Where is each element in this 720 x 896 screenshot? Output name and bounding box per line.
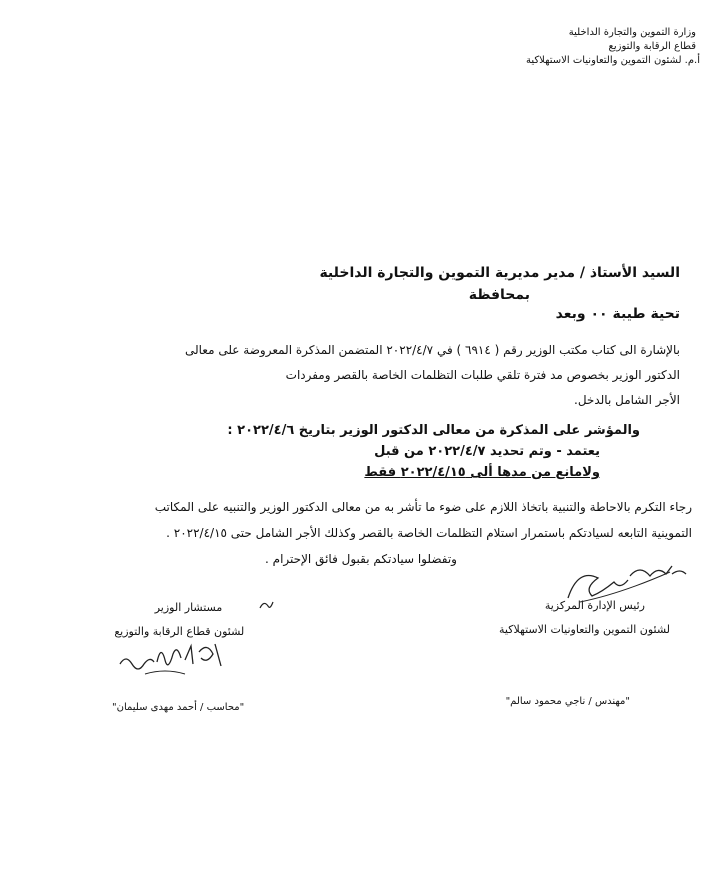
- recipient-block: [319, 262, 680, 306]
- header-department-name: أ.م. لشئون التموين والتعاونيات الاستهلاكية: [526, 55, 700, 66]
- minister-decision-block: [227, 420, 640, 483]
- body1-line2: الدكتور الوزير بخصوص مد فترة تلقي طلبات التظلمات الخاصة بالقصر ومفردات: [285, 368, 680, 382]
- decision-line1: والمؤشر على المذكرة من معالى الدكتور الوزير بتاريخ ٢٠٢٢/٤/٦ :: [227, 423, 640, 438]
- body2-line2: التموينية التابعه لسيادتكم باستمرار استلام التظلمات الخاصة بالقصر وكذلك الأجر الشامل حتى ٢٠٢٢/٤/١٥ .: [166, 526, 692, 540]
- greeting: تحية طيبة ٠٠ وبعد: [555, 306, 680, 322]
- decision-line3: ولامانع من مدها ألى ٢٠٢٢/٤/١٥ فقط: [364, 465, 600, 480]
- body1-line1: بالإشارة الى كتاب مكتب الوزير رقم ( ٦٩١٤ ) في ٢٠٢٢/٤/٧ المتضمن المذكرة المعروضة على معالى: [184, 343, 680, 357]
- decision-line2: يعتمد - وتم تحديد ٢٠٢٢/٤/٧ من قبل: [374, 444, 600, 459]
- header-sector-name: قطاع الرقابة والتوزيع: [608, 41, 696, 52]
- advisor-sector: لشئون قطاع الرقابة والتوزيع: [114, 625, 245, 638]
- advisor-name: "محاسب / أحمد مهدى سليمان": [112, 702, 245, 713]
- handwritten-signature-left: [115, 632, 235, 682]
- signature-block-central-admin: [499, 594, 670, 714]
- central-admin-name: "مهندس / ناجي محمود سالم": [505, 696, 630, 707]
- header-ministry-name: وزارة التموين والتجارة الداخلية: [568, 27, 696, 38]
- central-admin-department: لشئون التموين والتعاونيات الاستهلاكية: [499, 623, 670, 636]
- ministry-header: [526, 26, 700, 68]
- body1-line3: الأجر الشامل بالدخل.: [574, 393, 680, 407]
- initial-mark: [258, 598, 274, 612]
- closing-line: وتفضلوا سيادتكم بقبول فائق الإحترام .: [265, 552, 457, 566]
- body-paragraph-reference: [38, 338, 680, 413]
- recipient-title: السيد الأستاذ / مدير مديرية التموين والتجارة الداخلية: [319, 265, 680, 281]
- body2-line1: رجاء التكرم بالاحاطة والتنبية باتخاذ اللازم على ضوء ما تأشر به من معالى الدكتور الوزير والتنبيه على المكاتب: [154, 500, 692, 514]
- advisor-title: مستشار الوزير: [154, 601, 223, 614]
- recipient-governorate: بمحافظة: [468, 287, 530, 303]
- central-admin-title: رئيس الإدارة المركزية: [544, 599, 645, 612]
- handwritten-signature-right: [560, 558, 700, 608]
